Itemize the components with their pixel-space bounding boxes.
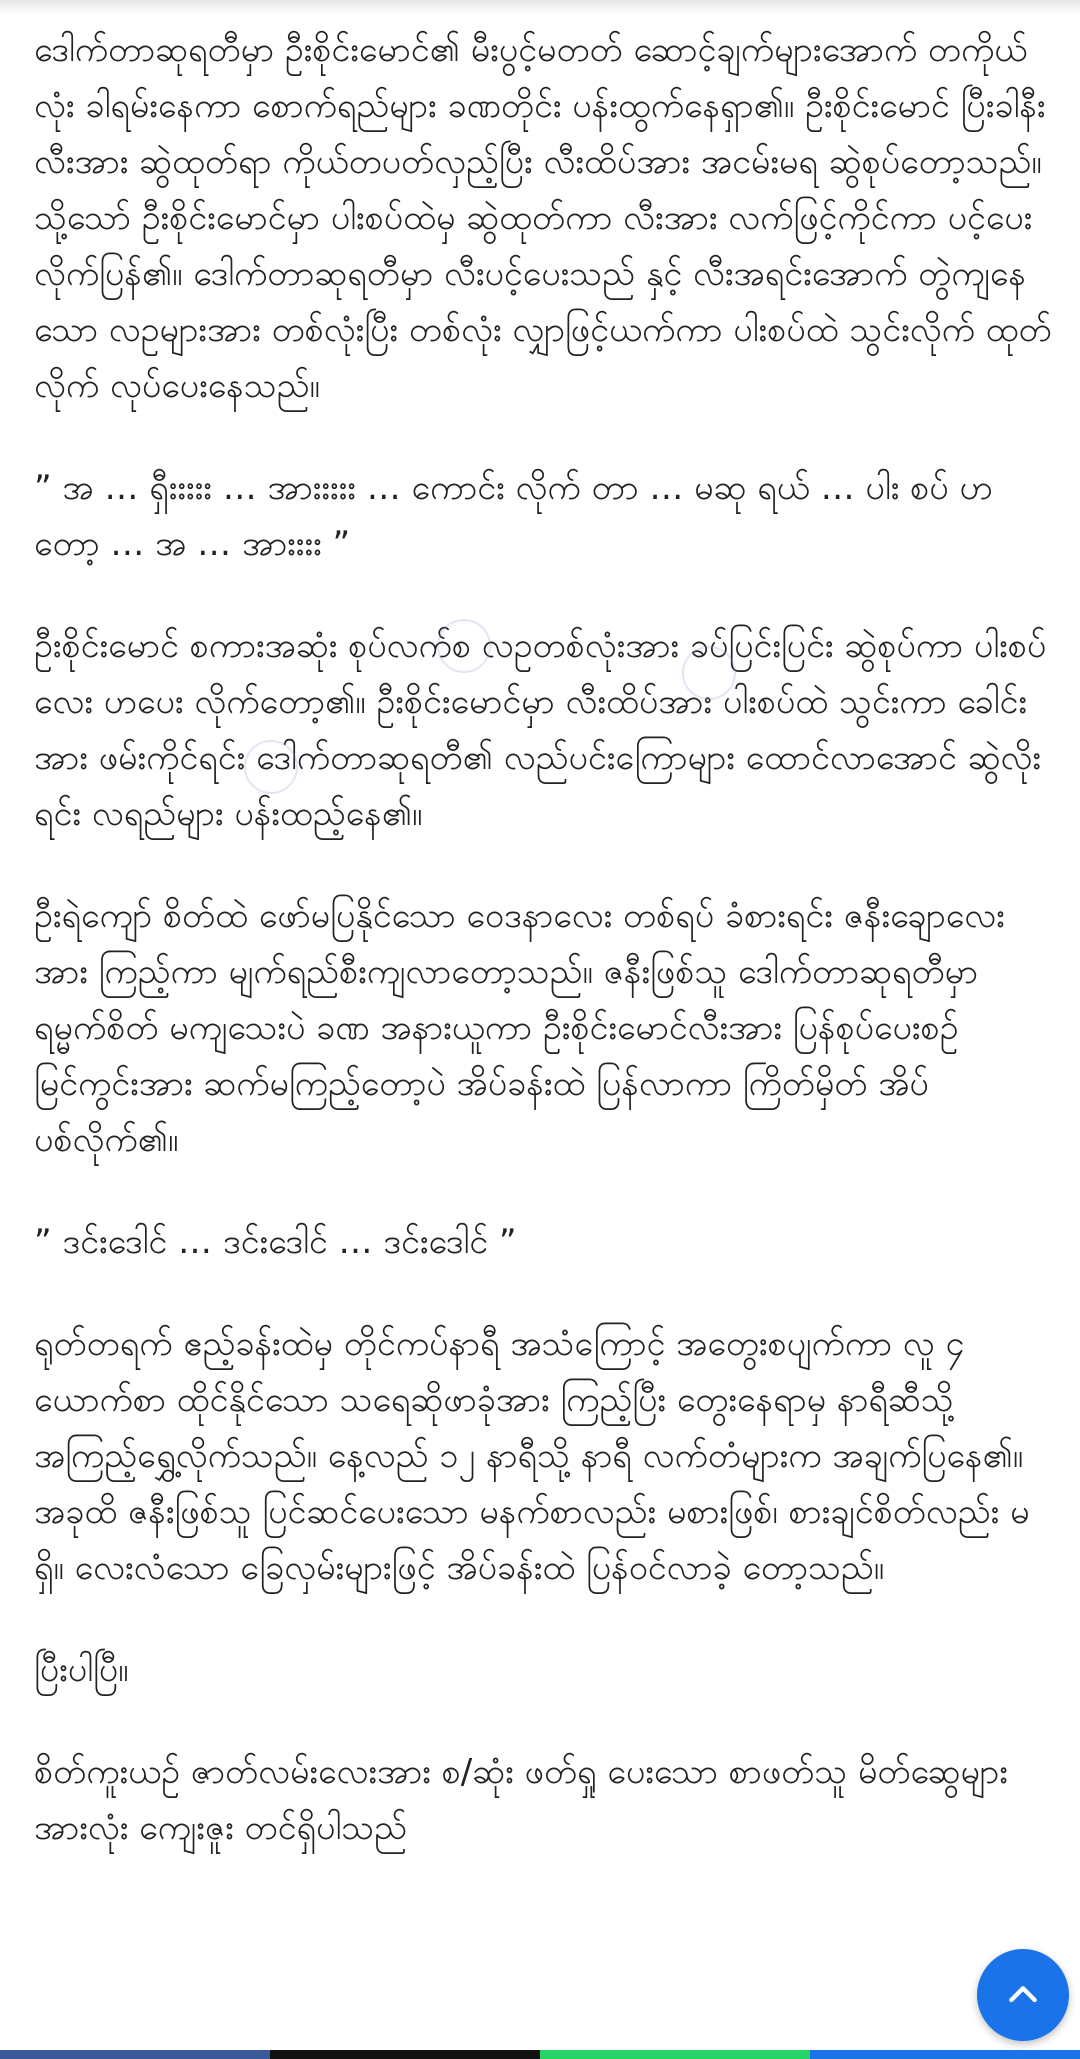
share-bar — [0, 2050, 1080, 2059]
chevron-up-icon — [1003, 1975, 1043, 2015]
top-shadow — [0, 0, 1080, 14]
article-paragraph: ” ဒင်းဒေါင် … ဒင်းဒေါင် … ဒင်းဒေါင် ” — [34, 1222, 517, 1262]
article-paragraph: ရုတ်တရက် ဧည့်ခန်းထဲမှ တိုင်ကပ်နာရီ အသံကြောင့် အတွေးစပျက်ကာ လူ ၄ ယောက်စာ ထိုင်နိုင်သော သရေဆိုဖာခုံအား ကြည့်ပြီး တွေးနေရာမှ နာရီဆီသို့ အကြည့်ရွှေ့လိုက်သည်။ နေ့လည် ၁၂ နာရီသို့ နာရီ လက်တံများက အချက်ပြနေ၏။ အခုထိ ဇနီးဖြစ်သူ ပြင်ဆင်ပေးသော မနက်စာလည်း မစားဖြစ်၊ စားချင်စိတ်လည်း မရှိ။ လေးလံသော ခြေလှမ်းများဖြင့် အိပ်ခန်းထဲ ပြန်ဝင်လာခဲ့ တော့သည်။ — [34, 1324, 1030, 1588]
scroll-to-top-button[interactable] — [977, 1949, 1069, 2041]
article-paragraph: ဦးစိုင်းမောင် စကားအဆုံး စုပ်လက်စ လဥတစ်လုံးအား ခပ်ပြင်းပြင်း ဆွဲစုပ်ကာ ပါးစပ်လေး ဟပေး လိုက်တော့၏။ ဦးစိုင်းမောင်မှာ လီးထိပ်အား ပါးစပ်ထဲ သွင်းကာ ခေါင်းအား ဖမ်းကိုင်ရင်း ဒေါက်တာဆုရတီ၏ လည်ပင်းကြောများ ထောင်လာအောင် ဆွဲလိုးရင်း လရည်များ ပန်းထည့်နေ၏။ — [34, 626, 1047, 834]
article-paragraph: ဒေါက်တာဆုရတီမှာ ဦးစိုင်းမောင်၏ မီးပွင့်မတတ် ဆောင့်ချက်များအောက် တကိုယ်လုံး ခါရမ်းနေကာ စောက်ရည်များ ခဏတိုင်း ပန်းထွက်နေရှာ၏။ ဦးစိုင်းမောင် ပြီးခါနီး လီးအား ဆွဲထုတ်ရာ ကိုယ်တပတ်လှည့်ပြီး လီးထိပ်အား အငမ်းမရ ဆွဲစုပ်တော့သည်။ သို့သော် ဦးစိုင်းမောင်မှာ ပါးစပ်ထဲမှ ဆွဲထုတ်ကာ လီးအား လက်ဖြင့်ကိုင်ကာ ပင့်ပေး လိုက်ပြန်၏။ ဒေါက်တာဆုရတီမှာ လီးပင့်ပေးသည် နှင့် လီးအရင်းအောက် တွဲကျနေသော လဥများအား တစ်လုံးပြီး တစ်လုံး လျှာဖြင့်ယက်ကာ ပါးစပ်ထဲ သွင်းလိုက် ထုတ်လိုက် လုပ်ပေးနေသည်။ — [34, 30, 1052, 406]
share-more-button[interactable] — [810, 2050, 1080, 2059]
article-paragraph: ဦးရဲကျော် စိတ်ထဲ ဖော်မပြနိုင်သော ဝေဒနာလေး တစ်ရပ် ခံစားရင်း ဇနီးချောလေးအား ကြည့်ကာ မျက်ရည်စီးကျလာတော့သည်။ ဇနီးဖြစ်သူ ဒေါက်တာဆုရတီမှာ ရမ္မက်စိတ် မကျသေးပဲ ခဏ အနားယူကာ ဦးစိုင်းမောင်လီးအား ပြန်စုပ်ပေးစဉ် မြင်ကွင်းအား ဆက်မကြည့်တော့ပဲ အိပ်ခန်းထဲ ပြန်လာကာ ကြိတ်မှိတ် အိပ်ပစ်လိုက်၏။ — [34, 896, 1005, 1160]
share-facebook-button[interactable] — [0, 2050, 270, 2059]
article-body — [34, 22, 1054, 1902]
article-paragraph: စိတ်ကူးယဉ် ဇာတ်လမ်းလေးအား စ/ဆုံး ဖတ်ရှု ပေးသော စာဖတ်သူ မိတ်ဆွေများ အားလုံး ကျေးဇူး တင်ရှိပါသည် — [34, 1752, 1008, 1848]
share-x-button[interactable] — [270, 2050, 540, 2059]
article-paragraph: ပြီးပါပြီ။ — [34, 1650, 129, 1690]
share-whatsapp-button[interactable] — [540, 2050, 810, 2059]
article-paragraph: ” အ … ရှီးးးးး … အားးးးး … ကောင်း လိုက် တာ … မဆု ရယ် … ပါး စပ် ဟ တော့ … အ … အားးးး ” — [34, 468, 993, 564]
